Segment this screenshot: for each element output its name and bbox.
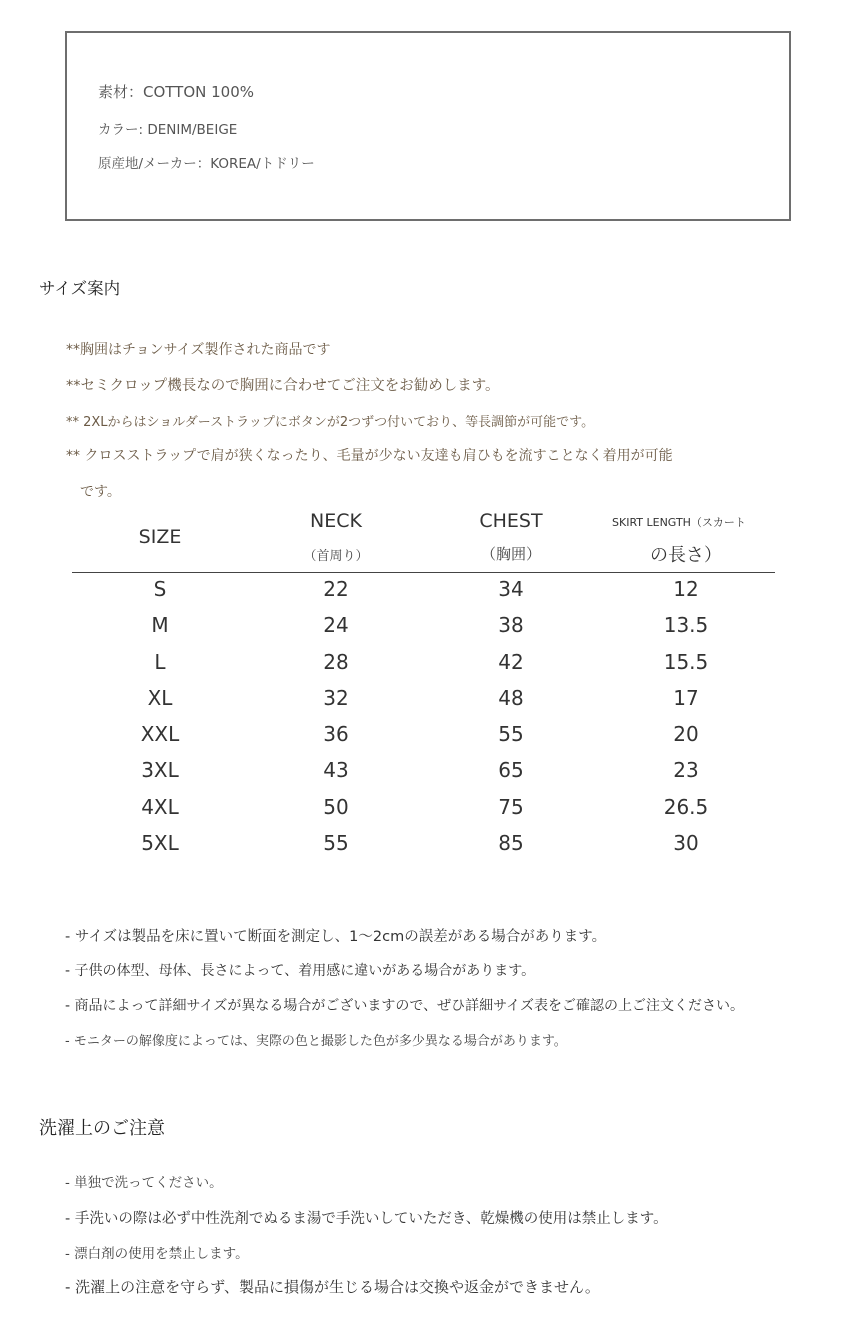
table-row: [0, 720, 860, 756]
header-chest: CHEST: [479, 510, 543, 532]
table-row: [0, 611, 860, 647]
cell-skirt: 23: [673, 758, 699, 783]
table-row: [0, 684, 860, 720]
cell-size: L: [154, 649, 166, 674]
cell-neck: 22: [323, 577, 349, 601]
size-table: [0, 575, 860, 865]
cell-chest: 38: [498, 613, 524, 638]
cell-skirt: 13.5: [663, 613, 709, 638]
cell-skirt: 26.5: [663, 794, 709, 819]
origin-text: 原産地/メーカー：KOREA/トドリー: [98, 156, 315, 172]
cell-chest: 34: [498, 577, 524, 601]
cell-size: 4XL: [141, 794, 179, 819]
washing-item-4: - 洗濯上の注意を守らず、製品に損傷が生じる場合は交換や返金ができません。: [65, 1278, 600, 1296]
size-guide-title: サイズ案内: [39, 279, 121, 298]
cell-skirt: 30: [673, 831, 699, 856]
table-row: [0, 756, 860, 792]
cell-skirt: 12: [673, 577, 699, 601]
cell-chest: 85: [498, 831, 524, 856]
cell-size: S: [153, 577, 167, 601]
cell-neck: 24: [323, 613, 349, 638]
remark-3: - 商品によって詳細サイズが異なる場合がございますので、ぜひ詳細サイズ表をご確認の上ご注文ください。: [65, 998, 744, 1014]
table-row: [0, 829, 860, 865]
size-note-3: ** 2XLからはショルダーストラップにボタンが2つずつ付いており、等長調節が可能です。: [66, 415, 595, 430]
cell-neck: 55: [323, 831, 349, 856]
size-note-5: です。: [80, 484, 121, 500]
cell-skirt: 20: [673, 722, 699, 747]
cell-chest: 65: [498, 758, 524, 783]
remark-4: - モニターの解像度によっては、実際の色と撮影した色が多少異なる場合があります。: [65, 1034, 567, 1049]
cell-skirt: 17: [673, 685, 699, 710]
size-note-4: ** クロスストラップで肩が狭くなったり、毛量が少ない友達も肩ひもを流すことなく着用が可能: [66, 448, 673, 464]
cell-size: M: [151, 613, 169, 638]
material-text: 素材：COTTON 100%: [98, 83, 255, 101]
cell-chest: 48: [498, 685, 524, 710]
product-info-box: [65, 31, 791, 221]
cell-skirt: 15.5: [663, 649, 709, 674]
header-chest-sub: （胸囲）: [480, 545, 541, 563]
table-header-rule: [72, 572, 775, 573]
remark-2: - 子供の体型、母体、長さによって、着用感に違いがある場合があります。: [65, 963, 536, 979]
cell-chest: 55: [498, 722, 524, 747]
cell-neck: 32: [323, 685, 349, 710]
header-neck: NECK: [310, 510, 362, 532]
header-skirt-sub: の長さ）: [650, 545, 722, 566]
size-note-1: **胸囲はチョンサイズ製作された商品です: [66, 342, 331, 358]
cell-neck: 28: [323, 649, 349, 674]
table-row: [0, 648, 860, 684]
cell-chest: 75: [498, 794, 524, 819]
cell-size: XXL: [140, 722, 180, 747]
cell-neck: 36: [323, 722, 349, 747]
cell-size: XL: [147, 685, 173, 710]
header-skirt: SKIRT LENGTH（スカート: [612, 516, 746, 529]
remark-1: - サイズは製品を床に置いて断面を測定し、1～2cmの誤差がある場合があります。: [65, 929, 607, 945]
color-text: カラー: DENIM/BEIGE: [98, 122, 238, 138]
header-size: SIZE: [138, 526, 182, 548]
cell-size: 5XL: [141, 831, 179, 856]
washing-item-3: - 漂白剤の使用を禁止します。: [65, 1246, 249, 1262]
size-note-2: **セミクロップ機長なので胸囲に合わせてご注文をお勧めします。: [66, 378, 500, 394]
cell-neck: 43: [323, 758, 349, 783]
table-row: [0, 793, 860, 829]
cell-size: 3XL: [141, 758, 179, 783]
cell-neck: 50: [323, 794, 349, 819]
header-neck-sub: （首周り）: [303, 549, 369, 564]
washing-item-2: - 手洗いの際は必ず中性洗剤でぬるま湯で手洗いしていただき、乾燥機の使用は禁止します。: [65, 1211, 668, 1227]
washing-title: 洗濯上のご注意: [39, 1118, 165, 1139]
cell-chest: 42: [498, 649, 524, 674]
washing-item-1: - 単独で洗ってください。: [65, 1175, 223, 1191]
table-row: [0, 575, 860, 611]
